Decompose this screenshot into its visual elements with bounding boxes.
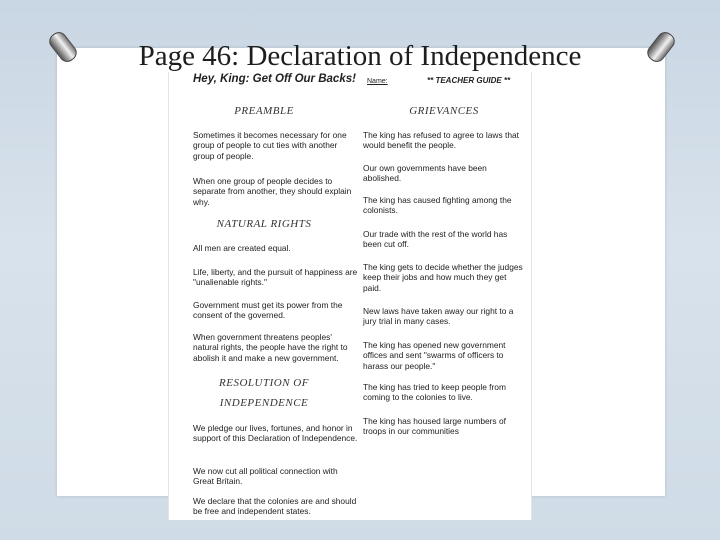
- grievance-item: The king has refused to agree to laws that would benefit the people.: [363, 130, 519, 151]
- resolution-heading-line2: INDEPENDENCE: [219, 397, 309, 409]
- preamble-item: When one group of people decides to separate from another, they should explain why.: [193, 176, 352, 207]
- natural-rights-item: All men are created equal.: [193, 243, 291, 253]
- slide-title: Page 46: Declaration of Independence: [138, 40, 582, 72]
- grievance-item: The king has housed large numbers of troops in our communities: [363, 416, 506, 437]
- grievance-item: Our trade with the rest of the world has been cut off.: [363, 229, 508, 250]
- worksheet-guide-label: ** TEACHER GUIDE **: [427, 76, 511, 85]
- preamble-heading: PREAMBLE: [234, 105, 294, 117]
- preamble-item: Sometimes it becomes necessary for one group of people to cut ties with another group of people.: [193, 130, 347, 161]
- grievance-item: The king has caused fighting among the colonists.: [363, 195, 512, 216]
- natural-rights-heading: NATURAL RIGHTS: [216, 218, 312, 230]
- grievance-item: The king gets to decide whether the judges keep their jobs and how much they get paid.: [363, 262, 523, 293]
- resolution-item: We now cut all political connection with Great Britain.: [193, 466, 338, 487]
- grievance-item: New laws have taken away our right to a jury trial in many cases.: [363, 306, 514, 327]
- worksheet-image: [168, 72, 532, 520]
- grievance-item: The king has tried to keep people from coming to the colonies to live.: [363, 382, 506, 403]
- resolution-item: We declare that the colonies are and should be free and independent states.: [193, 496, 357, 517]
- worksheet-name-label: Name:: [367, 78, 388, 85]
- natural-rights-item: Government must get its power from the consent of the governed.: [193, 300, 343, 321]
- natural-rights-item: Life, liberty, and the pursuit of happiness are "unalienable rights.": [193, 267, 358, 288]
- resolution-heading-line1: RESOLUTION OF: [219, 377, 309, 389]
- grievances-heading: GRIEVANCES: [409, 105, 479, 117]
- worksheet-heading: Hey, King: Get Off Our Backs!: [193, 73, 356, 85]
- grievance-item: The king has opened new government offices and sent "swarms of officers to harass our people.": [363, 340, 506, 371]
- grievance-item: Our own governments have been abolished.: [363, 163, 487, 184]
- resolution-item: We pledge our lives, fortunes, and honor in support of this Declaration of Independence.: [193, 423, 358, 444]
- natural-rights-item: When government threatens peoples' natural rights, the people have the right to abolish it and make a new government.: [193, 332, 348, 363]
